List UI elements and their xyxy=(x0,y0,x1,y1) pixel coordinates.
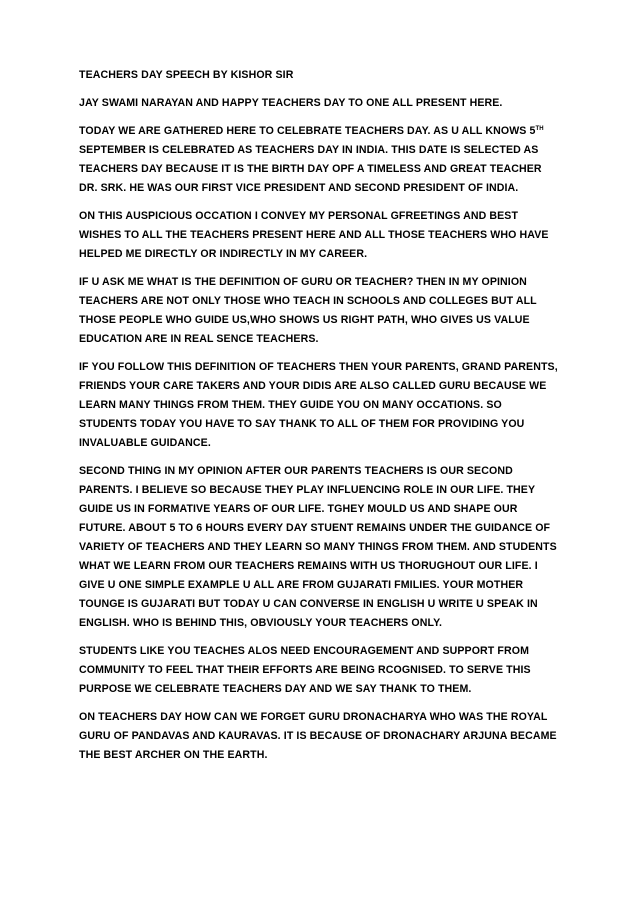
dronacharya-paragraph: ON TEACHERS DAY HOW CAN WE FORGET GURU DRONACHARYA WHO WAS THE ROYAL GURU OF PANDAVAS AND KAURAVAS. IT IS BECAUSE OF DRONACHARY ARJUNA BECAME THE BEST ARCHER ON THE EARTH. xyxy=(79,711,557,761)
intro-text-end: SEPTEMBER IS CELEBRATED AS TEACHERS DAY IN INDIA. THIS DATE IS SELECTED AS TEACHERS DAY BECAUSE IT IS THE BIRTH DAY OPF A TIMELESS AND GREAT TEACHER DR. SRK. HE WAS OUR FIRST VICE PRESIDENT AND SECOND PRESIDENT OF INDIA. xyxy=(79,144,542,194)
greetings-paragraph: ON THIS AUSPICIOUS OCCATION I CONVEY MY PERSONAL GFREETINGS AND BEST WISHES TO ALL THE TEACHERS PRESENT HERE AND ALL THOSE TEACHERS WHO HAVE HELPED ME DIRECTLY OR INDIRECTLY IN MY CAREER. xyxy=(79,210,549,260)
document-title: TEACHERS DAY SPEECH BY KISHOR SIR xyxy=(79,69,294,81)
greeting-paragraph: JAY SWAMI NARAYAN AND HAPPY TEACHERS DAY TO ONE ALL PRESENT HERE. xyxy=(79,97,503,109)
encouragement-paragraph: STUDENTS LIKE YOU TEACHES ALOS NEED ENCOURAGEMENT AND SUPPORT FROM COMMUNITY TO FEEL THAT THEIR EFFORTS ARE BEING RCOGNISED. TO SERVE THIS PURPOSE WE CELEBRATE TEACHERS DAY AND WE SAY THANK TO THEM. xyxy=(79,645,531,695)
definition-paragraph: IF U ASK ME WHAT IS THE DEFINITION OF GURU OR TEACHER? THEN IN MY OPINION TEACHERS ARE NOT ONLY THOSE WHO TEACH IN SCHOOLS AND COLLEGES BUT ALL THOSE PEOPLE WHO GUIDE US,WHO SHOWS US RIGHT PATH, WHO GIVES US VALUE EDUCATION ARE IN REAL SENCE TEACHERS. xyxy=(79,276,537,345)
ordinal-superscript: TH xyxy=(535,126,544,132)
second-parents-paragraph: SECOND THING IN MY OPINION AFTER OUR PARENTS TEACHERS IS OUR SECOND PARENTS. I BELIEVE SO BECAUSE THEY PLAY INFLUENCING ROLE IN OUR LIFE. THEY GUIDE US IN FORMATIVE YEARS OF OUR LIFE. TGHEY MOULD US AND SHAPE OUR FUTURE. ABOUT 5 TO 6 HOURS EVERY DAY STUENT REMAINS UNDER THE GUIDANCE OF VARIETY OF TEACHERS AND THEY LEARN SO MANY THINGS FROM THEM. AND STUDENTS WHAT WE LEARN FROM OUR TEACHERS REMAINS WITH US THORUGHOUT OUR LIFE. I GIVE U ONE SIMPLE EXAMPLE U ALL ARE FROM GUJARATI FMILIES. YOUR MOTHER TOUNGE IS GUJARATI BUT TODAY U CAN CONVERSE IN ENGLISH U WRITE U SPEAK IN ENGLISH. WHO IS BEHIND THIS, OBVIOUSLY YOUR TEACHERS ONLY. xyxy=(79,465,557,629)
document-page xyxy=(79,66,559,774)
parents-as-guru-paragraph: IF YOU FOLLOW THIS DEFINITION OF TEACHERS THEN YOUR PARENTS, GRAND PARENTS, FRIENDS YOUR CARE TAKERS AND YOUR DIDIS ARE ALSO CALLED GURU BECAUSE WE LEARN MANY THINGS FROM THEM. THEY GUIDE YOU ON MANY OCCATIONS. SO STUDENTS TODAY YOU HAVE TO SAY THANK TO ALL OF THEM FOR PROVIDING YOU INVALUABLE GUIDANCE. xyxy=(79,361,558,449)
intro-text-start: TODAY WE ARE GATHERED HERE TO CELEBRATE TEACHERS DAY. AS U ALL KNOWS 5 xyxy=(79,125,536,137)
intro-paragraph xyxy=(79,122,559,198)
